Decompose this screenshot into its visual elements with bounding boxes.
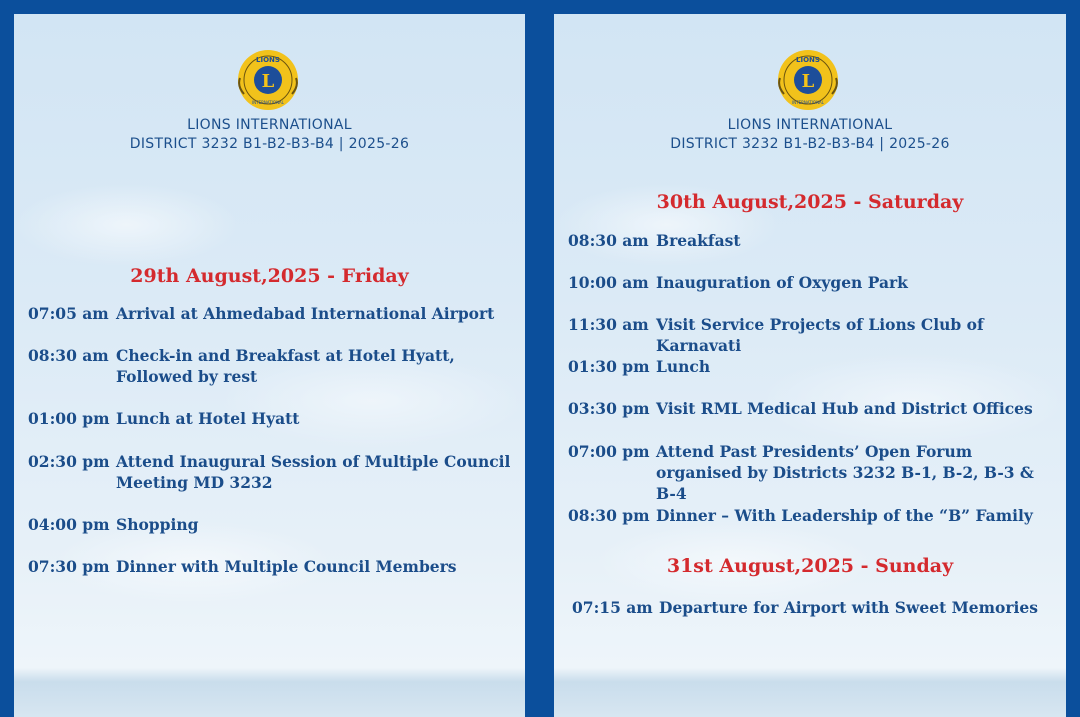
schedule-time: 07:15 am [572, 598, 653, 617]
day-title: 30th August,2025 - Saturday [656, 191, 964, 213]
svg-text:L: L [801, 71, 815, 92]
schedule-description: Inauguration of Oxygen Park [656, 273, 908, 292]
svg-text:INTERNATIONAL: INTERNATIONAL [791, 100, 825, 105]
org-name: LIONS INTERNATIONAL [727, 117, 893, 133]
schedule-time: 07:00 pm [568, 442, 650, 461]
svg-text:INTERNATIONAL: INTERNATIONAL [251, 100, 285, 105]
org-name: LIONS INTERNATIONAL [187, 117, 352, 133]
schedule-time: 08:30 pm [568, 506, 650, 525]
lions-logo-icon [776, 48, 840, 112]
schedule-description: Visit Service Projects of Lions Club of Karnavati [656, 315, 984, 355]
schedule-description: Lunch at Hotel Hyatt [116, 409, 300, 428]
schedule-description: Attend Inaugural Session of Multiple Council Meeting MD 3232 [116, 452, 511, 492]
itinerary-panel-day1 [14, 14, 525, 717]
schedule-time: 04:00 pm [28, 515, 110, 534]
schedule-time: 08:30 am [568, 231, 649, 250]
svg-text:LIONS: LIONS [256, 56, 280, 64]
schedule-description: Departure for Airport with Sweet Memories [659, 598, 1039, 617]
lions-logo-icon [236, 48, 300, 112]
itinerary-panel-day2-day3 [554, 14, 1066, 717]
schedule-time: 01:30 pm [568, 357, 650, 376]
schedule-time: 07:30 pm [28, 557, 110, 576]
district-line: DISTRICT 3232 B1-B2-B3-B4 | 2025-26 [670, 136, 950, 152]
day-title: 31st August,2025 - Sunday [666, 555, 954, 577]
schedule-description: Arrival at Ahmedabad International Airport [116, 304, 495, 323]
schedule-time: 07:05 am [28, 304, 109, 323]
schedule-time: 01:00 pm [28, 409, 110, 428]
schedule-time: 11:30 am [568, 315, 649, 334]
schedule-description: Dinner with Multiple Council Members [116, 557, 457, 576]
schedule-time: 03:30 pm [568, 399, 650, 418]
schedule-description: Dinner – With Leadership of the “B” Family [656, 506, 1033, 525]
schedule-time: 02:30 pm [28, 452, 110, 471]
schedule-time: 08:30 am [28, 346, 109, 365]
svg-text:L: L [261, 71, 275, 92]
schedule-description: Attend Past Presidents’ Open Forum organised by Districts 3232 B-1, B-2, B-3 & B-4 [656, 442, 1034, 503]
schedule-description: Breakfast [656, 231, 741, 250]
schedule-description: Visit RML Medical Hub and District Offices [656, 399, 1033, 418]
svg-text:LIONS: LIONS [796, 56, 820, 64]
schedule-description: Check-in and Breakfast at Hotel Hyatt, Followed by rest [116, 346, 455, 386]
schedule-description: Lunch [656, 357, 711, 376]
day-title: 29th August,2025 - Friday [130, 265, 409, 287]
schedule-description: Shopping [116, 515, 199, 534]
schedule-time: 10:00 am [568, 273, 649, 292]
district-line: DISTRICT 3232 B1-B2-B3-B4 | 2025-26 [129, 136, 410, 152]
